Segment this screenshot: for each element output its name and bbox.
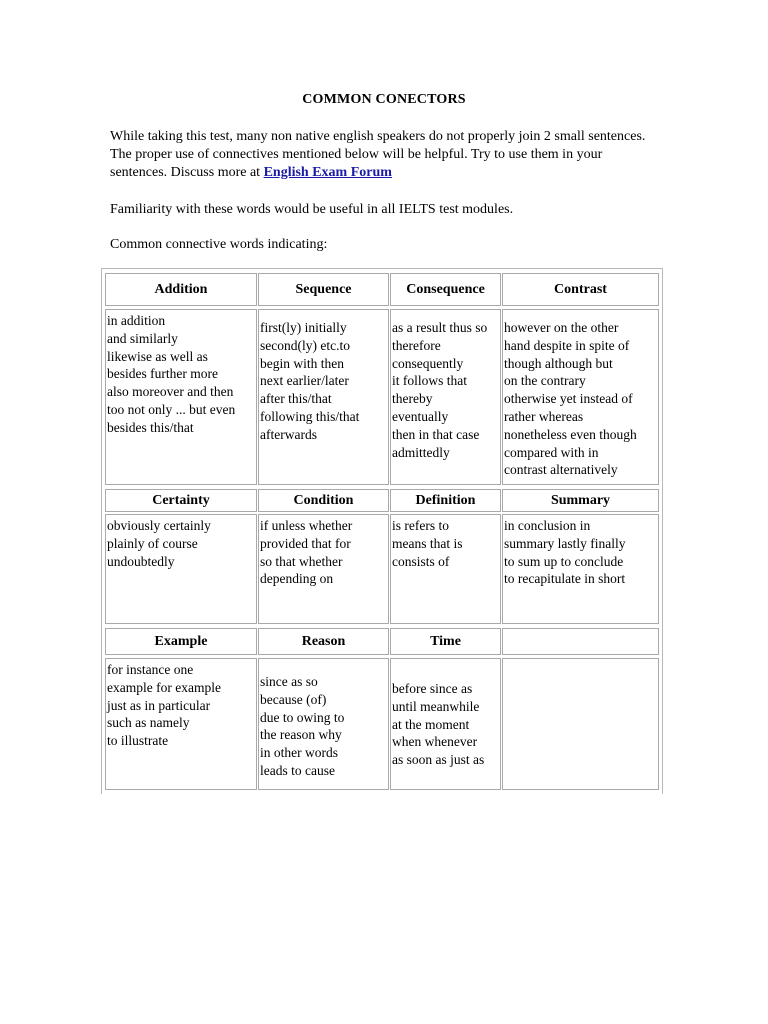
cell-example-text: for instance one example for example just as in particular such as namely to illustrate: [107, 662, 221, 749]
page-title: COMMON CONECTORS: [302, 92, 466, 107]
header-sequence: Sequence: [258, 273, 389, 306]
indicating-paragraph: Common connective words indicating:: [110, 237, 328, 252]
familiarity-paragraph: Familiarity with these words would be useful in all IELTS test modules.: [110, 202, 514, 217]
header-empty: [502, 628, 659, 655]
cell-sequence: [258, 309, 389, 485]
header-time: Time: [390, 628, 501, 655]
cell-reason-text: since as so because (of) due to owing to the reason why in other words leads to cause: [260, 674, 345, 778]
header-consequence: Consequence: [390, 273, 501, 306]
cell-condition-text: if unless whether provided that for so that whether depending on: [260, 518, 353, 587]
header-summary: Summary: [502, 489, 659, 512]
header-addition: Addition: [105, 273, 257, 306]
cell-reason: [258, 658, 389, 790]
cell-empty: [502, 658, 659, 790]
header-condition: Condition: [258, 489, 389, 512]
header-reason: Reason: [258, 628, 389, 655]
cell-definition: [390, 514, 501, 624]
cell-certainty: [105, 514, 257, 624]
cell-time: [390, 658, 501, 790]
intro-paragraph: [110, 128, 660, 182]
cell-addition-text: in addition and similarly likewise as well as besides further more also moreover and then too not only ... but even besides this/that: [107, 313, 236, 435]
header-definition: Definition: [390, 489, 501, 512]
cell-summary-text: in conclusion in summary lastly finally to sum up to conclude to recapitulate in short: [504, 518, 626, 587]
cell-condition: [258, 514, 389, 624]
header-certainty: Certainty: [105, 489, 257, 512]
cell-certainty-text: obviously certainly plainly of course undoubtedly: [107, 518, 211, 569]
cell-contrast: [502, 309, 659, 485]
cell-definition-text: is refers to means that is consists of: [392, 518, 463, 569]
cell-contrast-text: however on the other hand despite in spite of though although but on the contrary otherwise yet instead of rather whereas nonetheless even though compared with in contrast alternatively: [504, 320, 637, 478]
cell-consequence-text: as a result thus so therefore consequently it follows that thereby eventually then in that case admittedly: [392, 320, 488, 460]
cell-time-text: before since as until meanwhile at the moment when whenever as soon as just as: [392, 681, 485, 768]
intro-text: While taking this test, many non native english speakers do not properly join 2 small sentences. The proper use of connectives mentioned below will be helpful. Try to use them in your sentences. Discuss more at: [110, 129, 646, 180]
cell-summary: [502, 514, 659, 624]
cell-sequence-text: first(ly) initially second(ly) etc.to begin with then next earlier/later after this/that following this/that afterwards: [260, 320, 360, 442]
cell-consequence: [390, 309, 501, 485]
cell-addition: [105, 309, 257, 485]
cell-example: [105, 658, 257, 790]
header-contrast: Contrast: [502, 273, 659, 306]
english-exam-forum-link[interactable]: English Exam Forum: [263, 165, 392, 180]
header-example: Example: [105, 628, 257, 655]
